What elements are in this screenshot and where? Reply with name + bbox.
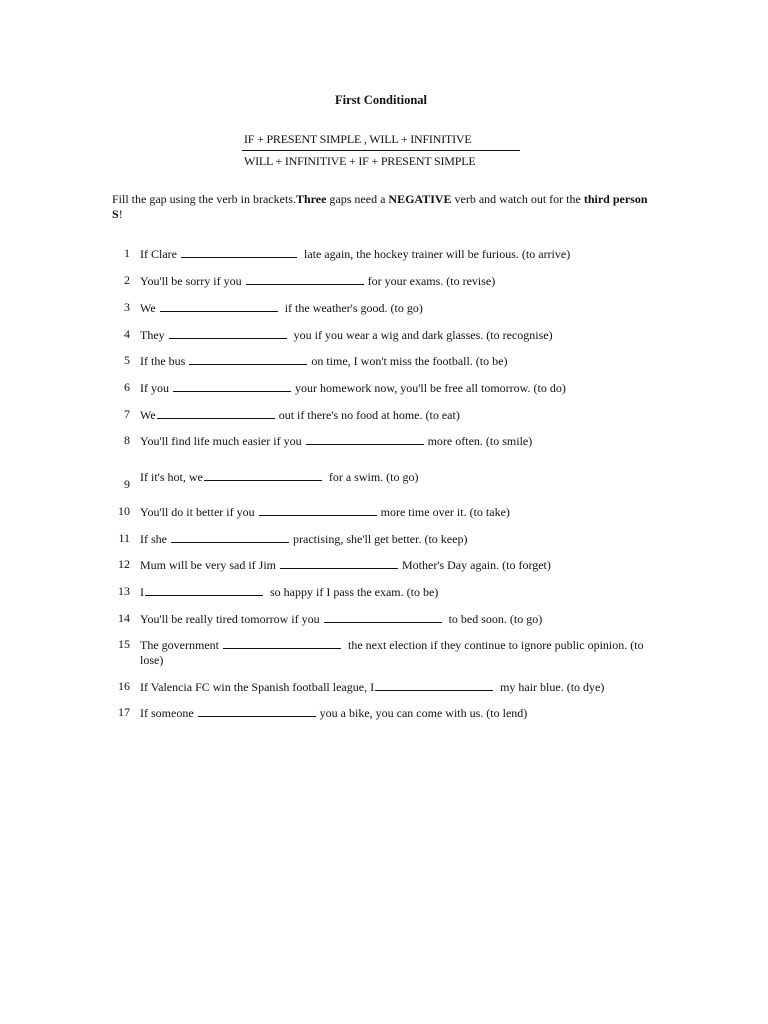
answer-gap[interactable] <box>324 611 442 623</box>
instructions-text: Fill the gap using the verb in brackets. <box>112 192 296 206</box>
item-number: 8 <box>124 433 130 447</box>
answer-gap[interactable] <box>169 327 287 339</box>
item-number: 12 <box>118 557 130 571</box>
item-text-before: You'll do it better if you <box>140 505 255 519</box>
item-number: 14 <box>118 611 130 625</box>
item-text-after: late again, the hockey trainer will be furious. (to arrive) <box>303 247 571 261</box>
instructions-emphasis-negative: NEGATIVE <box>388 192 452 206</box>
answer-gap[interactable] <box>223 637 341 649</box>
item-text-before: We <box>140 301 156 315</box>
item-text-after: to bed soon. (to go) <box>448 612 543 626</box>
item-text-before: If Clare <box>140 247 177 261</box>
item-text-before: If someone <box>140 706 194 720</box>
item-text-before: You'll find life much easier if you <box>140 434 302 448</box>
item-text-after: for a swim. (to go) <box>328 470 419 484</box>
item-text-after: my hair blue. (to dye) <box>500 680 605 694</box>
item-text-after: more often. (to smile) <box>427 434 533 448</box>
item-text-after: Mother's Day again. (to forget) <box>401 558 551 572</box>
item-text-before: If it's hot, we <box>140 470 203 484</box>
instructions-emphasis-third-person: third person S <box>112 192 648 221</box>
item-text-after: your homework now, you'll be free all tomorrow. (to do) <box>295 381 566 395</box>
item-text-before: If she <box>140 532 167 546</box>
answer-gap[interactable] <box>280 557 398 569</box>
item-text-after: you if you wear a wig and dark glasses. (to recognise) <box>293 328 553 342</box>
instructions <box>112 192 652 222</box>
item-text-before: I <box>140 585 144 599</box>
item-text-before: The government <box>140 638 219 652</box>
item-number: 7 <box>124 407 130 421</box>
formula-line-2: WILL + INFINITIVE + IF + PRESENT SIMPLE <box>244 154 476 168</box>
answer-gap[interactable] <box>181 246 297 258</box>
item-text-after: you a bike, you can come with us. (to lend) <box>319 706 528 720</box>
answer-gap[interactable] <box>189 353 307 365</box>
answer-gap[interactable] <box>160 300 278 312</box>
item-text-before: If Valencia FC win the Spanish football league, I <box>140 680 375 694</box>
item-number: 5 <box>124 353 130 367</box>
item-number: 15 <box>118 637 130 651</box>
formula-line-1: IF + PRESENT SIMPLE , WILL + INFINITIVE <box>244 132 472 146</box>
item-number: 13 <box>118 584 130 598</box>
item-number: 2 <box>124 273 130 287</box>
item-number: 9 <box>124 477 130 491</box>
instructions-emphasis-three: Three <box>295 192 327 206</box>
page-title: First Conditional <box>334 93 428 107</box>
item-text-before: If you <box>140 381 169 395</box>
answer-gap[interactable] <box>157 407 275 419</box>
answer-gap[interactable] <box>145 584 263 596</box>
answer-gap[interactable] <box>259 504 377 516</box>
item-text-after: if the weather's good. (to go) <box>284 301 423 315</box>
item-number: 16 <box>118 679 130 693</box>
item-number: 4 <box>124 327 130 341</box>
answer-gap[interactable] <box>171 531 289 543</box>
item-text-after: practising, she'll get better. (to keep) <box>293 532 468 546</box>
instructions-text: verb and watch out for the <box>451 192 584 206</box>
item-text-before: If the bus <box>140 354 186 368</box>
answer-gap[interactable] <box>375 679 493 691</box>
item-text-before: We <box>140 408 156 422</box>
item-text-before: You'll be really tired tomorrow if you <box>140 612 320 626</box>
answer-gap[interactable] <box>198 705 316 717</box>
instructions-text: gaps need a <box>326 192 389 206</box>
item-text-before: Mum will be very sad if Jim <box>140 558 276 572</box>
item-number: 3 <box>124 300 130 314</box>
item-text-after: more time over it. (to take) <box>380 505 510 519</box>
item-number: 17 <box>118 705 130 719</box>
answer-gap[interactable] <box>306 433 424 445</box>
item-text-before: They <box>140 328 165 342</box>
item-text-after: for your exams. (to revise) <box>367 274 496 288</box>
item-text-after: out if there's no food at home. (to eat) <box>278 408 460 422</box>
item-number: 6 <box>124 380 130 394</box>
item-text-before: You'll be sorry if you <box>140 274 242 288</box>
item-text-after: so happy if I pass the exam. (to be) <box>270 585 439 599</box>
item-number: 11 <box>118 531 130 545</box>
item-text-after: on time, I won't miss the football. (to be) <box>311 354 508 368</box>
answer-gap[interactable] <box>204 469 322 481</box>
answer-gap[interactable] <box>246 273 364 285</box>
item-text-after: the next election if they continue to ignore public opinion. (to lose) <box>140 638 644 667</box>
answer-gap[interactable] <box>173 380 291 392</box>
instructions-text: ! <box>118 207 123 221</box>
item-number: 10 <box>118 504 130 518</box>
formula-divider <box>242 150 520 151</box>
item-number: 1 <box>124 246 130 260</box>
